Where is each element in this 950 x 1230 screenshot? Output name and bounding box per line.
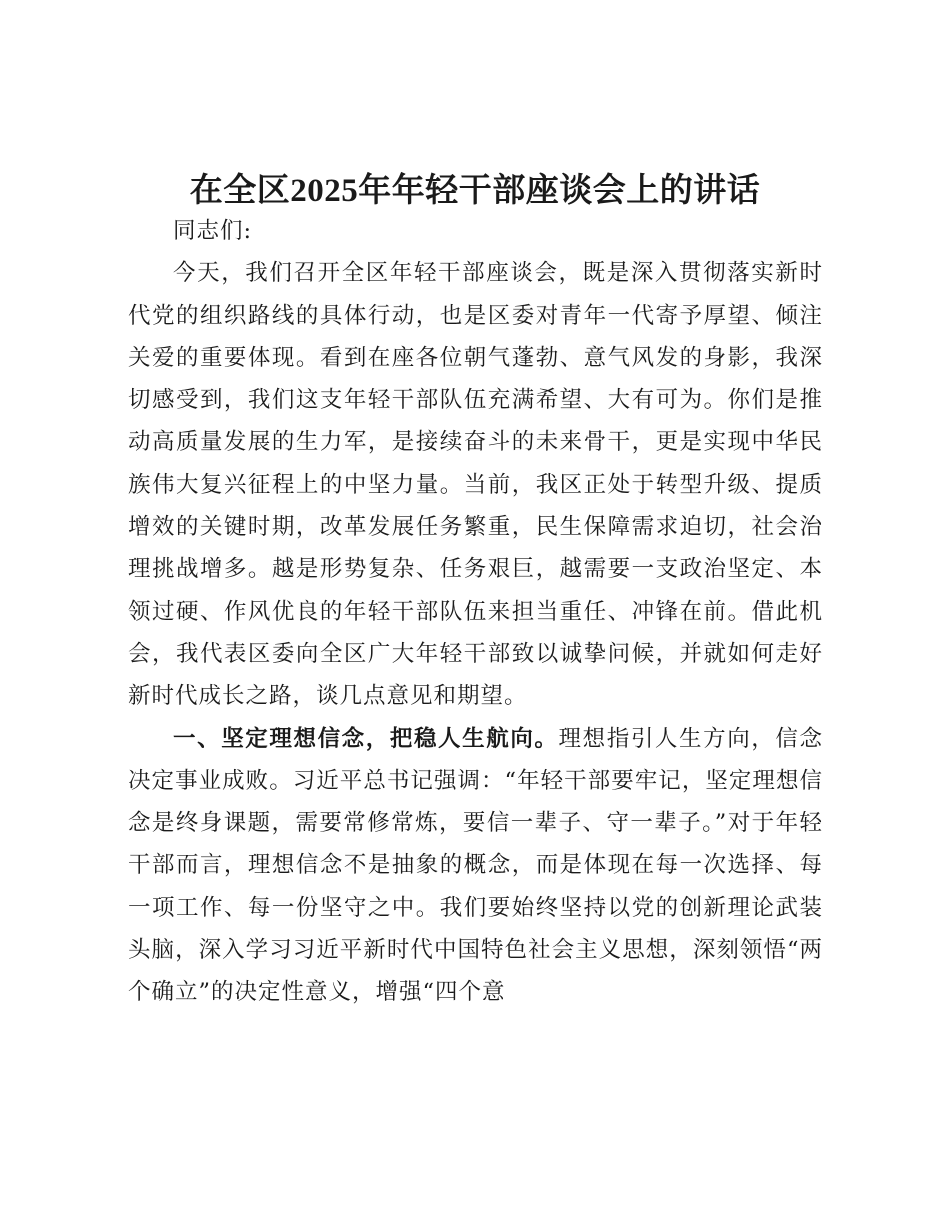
paragraph-section-one [128,718,823,1014]
paragraph-text: 理想指引人生方向，信念决定事业成败。习近平总书记强调：“年轻干部要牢记，坚定理想信念是终身课题，需要常修常炼，要信一辈子、守一辈子。”对于年轻干部而言，理想信念不是抽象的概念，而是体现在每一次选择、每一项工作、每一份坚守之中。我们要始终坚持以党的创新理论武装头脑，深入学习习近平新时代中国特色社会主义思想，深刻领悟“两个确立”的决定性意义，增强“四个意 [128,725,823,1006]
paragraph-intro [128,252,823,717]
document-title: 在全区2025年年轻干部座谈会上的讲话 [189,173,761,209]
salutation: 同志们: [173,218,253,244]
document-body [128,210,823,1014]
section-heading: 一、坚定理想信念，把稳人生航向。 [173,725,559,752]
paragraph-text: 今天，我们召开全区年轻干部座谈会，既是深入贯彻落实新时代党的组织路线的具体行动，也是区委对青年一代寄予厚望、倾注关爱的重要体现。看到在座各位朝气蓬勃、意气风发的身影，我深切感受到，我们这支年轻干部队伍充满希望、大有可为。你们是推动高质量发展的生力军，是接续奋斗的未来骨干，更是实现中华民族伟大复兴征程上的中坚力量。当前，我区正处于转型升级、提质增效的关键时期，改革发展任务繁重，民生保障需求迫切，社会治理挑战增多。越是形势复杂、任务艰巨，越需要一支政治坚定、本领过硬、作风优良的年轻干部队伍来担当重任、冲锋在前。借此机会，我代表区委向全区广大年轻干部致以诚挚问候，并就如何走好新时代成长之路，谈几点意见和期望。 [128,260,823,710]
